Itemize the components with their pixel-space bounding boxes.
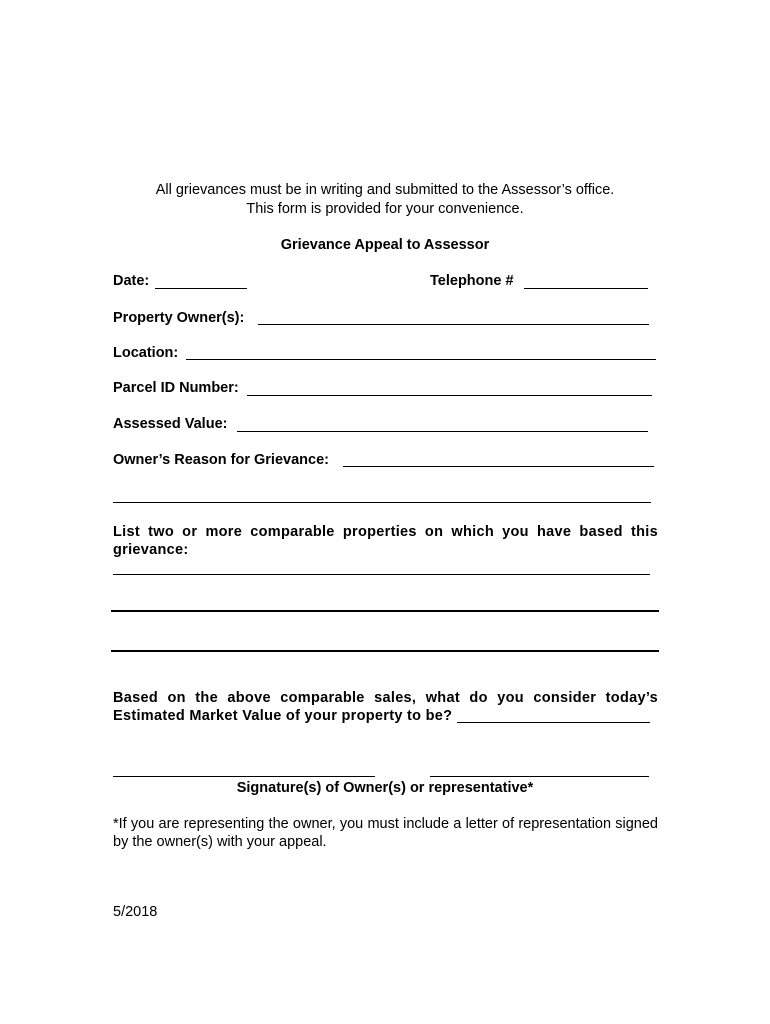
assessed-value-field[interactable]: [237, 431, 648, 432]
market-value-question: Based on the above comparable sales, what do you consider today’s Estimated Market Value of your property to be?: [113, 690, 658, 724]
representation-footnote: *If you are representing the owner, you must include a letter of representation signed by the owner(s) with your appeal.: [113, 816, 658, 850]
comparables-prompt: List two or more comparable properties on which you have based this grievance:: [113, 524, 658, 558]
property-owners-field[interactable]: [258, 324, 649, 325]
comparable-line-1[interactable]: [113, 574, 650, 575]
grievance-reason-line-2[interactable]: [113, 502, 651, 503]
representative-signature-line[interactable]: [430, 776, 649, 777]
comparable-line-2[interactable]: [111, 610, 659, 612]
instruction-line-2: This form is provided for your convenience.: [246, 201, 524, 217]
market-value-field[interactable]: [457, 722, 650, 723]
telephone-field[interactable]: [524, 288, 648, 289]
owner-signature-line[interactable]: [113, 776, 375, 777]
parcel-id-field[interactable]: [247, 395, 652, 396]
revision-date: 5/2018: [113, 904, 158, 920]
market-value-prompt: [113, 689, 658, 725]
parcel-id-label: Parcel ID Number:: [113, 380, 239, 396]
telephone-label: Telephone #: [430, 273, 514, 289]
form-title: Grievance Appeal to Assessor: [280, 237, 490, 253]
date-field[interactable]: [155, 288, 247, 289]
location-label: Location:: [113, 345, 179, 361]
grievance-reason-label: Owner’s Reason for Grievance:: [113, 452, 329, 468]
date-label: Date:: [113, 273, 150, 289]
instruction-line-1: All grievances must be in writing and submitted to the Assessor’s office.: [155, 182, 615, 198]
property-owners-label: Property Owner(s):: [113, 310, 245, 326]
grievance-reason-field[interactable]: [343, 466, 654, 467]
assessed-value-label: Assessed Value:: [113, 416, 228, 432]
signature-label: Signature(s) of Owner(s) or representative*: [236, 780, 534, 796]
location-field[interactable]: [186, 359, 656, 360]
comparable-line-3[interactable]: [111, 650, 659, 652]
